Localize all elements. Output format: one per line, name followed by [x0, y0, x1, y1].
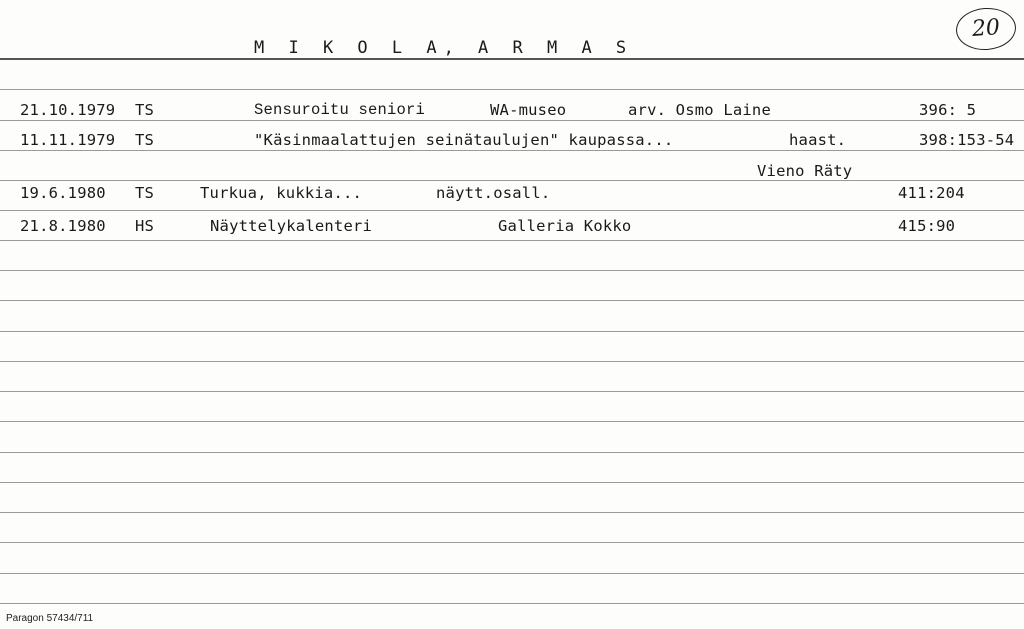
ruled-line	[0, 240, 1024, 241]
entry-paper: TS	[135, 101, 155, 119]
ruled-line	[0, 300, 1024, 301]
entry-ref: 415:90	[898, 217, 956, 235]
ruled-line	[0, 452, 1024, 453]
ruled-line	[0, 89, 1024, 90]
entry-paper: TS	[135, 131, 155, 149]
ruled-line	[0, 150, 1024, 151]
header-rule	[0, 58, 1024, 60]
ruled-line	[0, 573, 1024, 574]
ruled-line	[0, 180, 1024, 181]
entry-date: 21.10.1979	[20, 101, 116, 119]
entry-paper: TS	[135, 184, 155, 202]
entry-note: näytt.osall.	[436, 184, 551, 202]
entry-note-continued: Vieno Räty	[757, 162, 853, 180]
ruled-line	[0, 120, 1024, 121]
ruled-line	[0, 512, 1024, 513]
entry-date: 21.8.1980	[20, 217, 106, 235]
entry-title: Sensuroitu seniori	[254, 101, 426, 119]
ruled-line	[0, 210, 1024, 211]
entry-title: "Käsinmaalattujen seinätaulujen" kaupassa...	[254, 131, 674, 149]
ruled-line	[0, 331, 1024, 332]
card-maker-imprint: Paragon 57434/711	[6, 613, 94, 624]
ruled-line	[0, 361, 1024, 362]
ruled-line	[0, 270, 1024, 271]
entry-ref: 411:204	[898, 184, 965, 202]
entry-date: 11.11.1979	[20, 131, 116, 149]
ruled-line	[0, 391, 1024, 392]
entry-venue: WA-museo	[490, 101, 567, 119]
entry-note: arv. Osmo Laine	[628, 101, 771, 119]
entry-date: 19.6.1980	[20, 184, 106, 202]
entry-title: Turkua, kukkia...	[200, 184, 363, 202]
entry-paper: HS	[135, 217, 155, 235]
entry-venue: Galleria Kokko	[498, 217, 632, 235]
card-title: M I K O L A, A R M A S	[254, 38, 634, 58]
entry-title: Näyttelykalenteri	[210, 217, 373, 235]
entry-ref: 396: 5	[919, 101, 977, 119]
ruled-line	[0, 482, 1024, 483]
entry-note: haast.	[789, 131, 847, 149]
ruled-line	[0, 603, 1024, 604]
ruled-line	[0, 421, 1024, 422]
ruled-line	[0, 542, 1024, 543]
card-number-circle: 20	[955, 6, 1018, 52]
entry-ref: 398:153-54	[919, 131, 1015, 149]
